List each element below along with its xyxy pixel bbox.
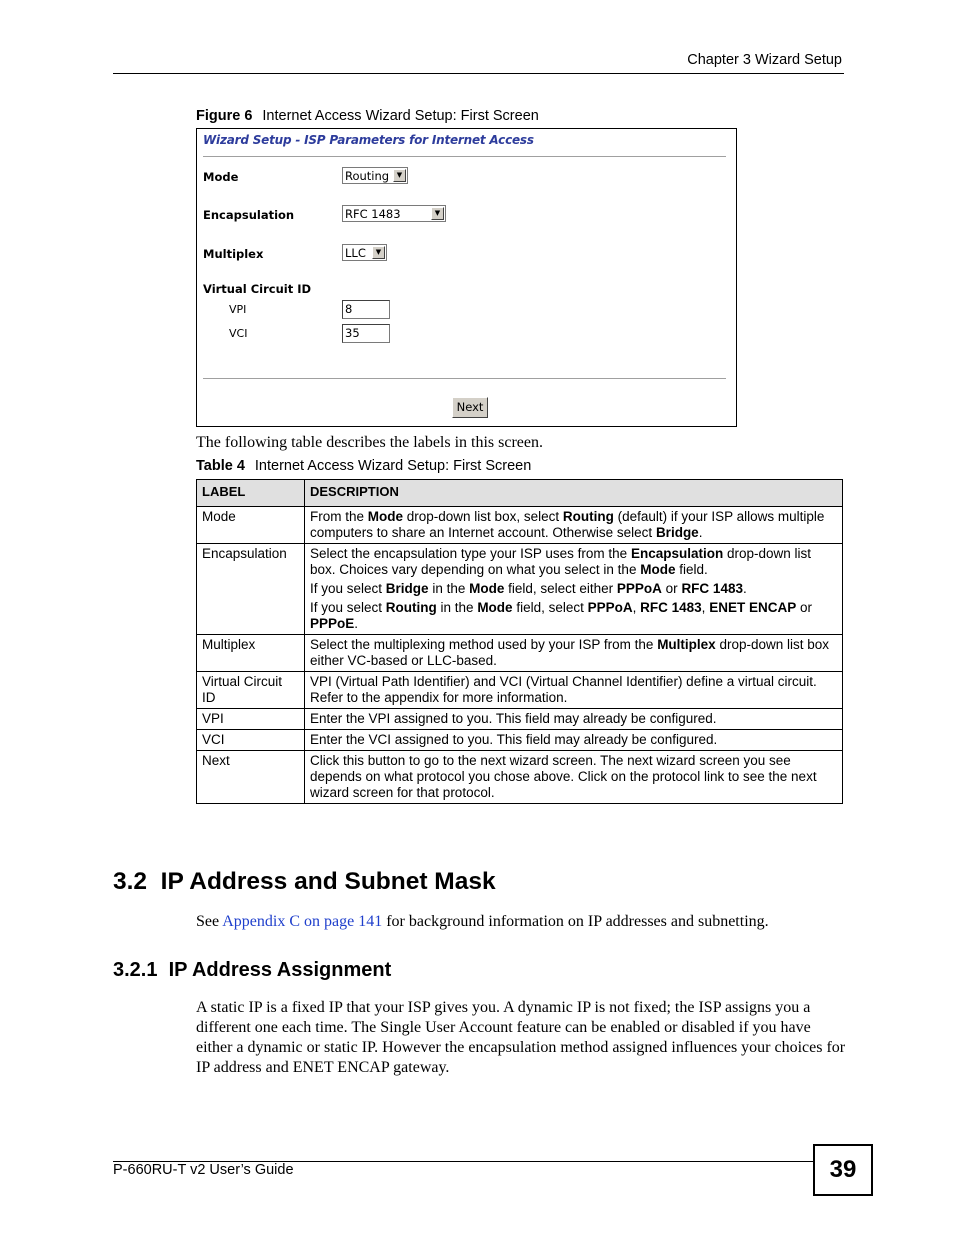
row-description-encapsulation: Select the encapsulation type your ISP uses from the Encapsulation drop-down list box. Choices vary depending on what you select in the Mode field. If you select Bridge in the Mode field, select either PPPoA or RFC 1483. If you select Routing in the Mode field, select PPPoA, RFC 1483, ENET ENCAP or PPPoE.: [305, 544, 843, 635]
table-row: [197, 709, 843, 730]
see-appendix-text: See Appendix C on page 141 for background information on IP addresses and subnetting.: [196, 913, 769, 930]
row-description-virtual-circuit-id: VPI (Virtual Path Identifier) and VCI (Virtual Channel Identifier) define a virtual circuit. Refer to the appendix for more information.: [305, 672, 843, 709]
multiplex-select-value: LLC: [345, 246, 366, 260]
mode-select-value: Routing: [345, 169, 390, 183]
page-number: 39: [813, 1144, 873, 1196]
row-label-encapsulation: Encapsulation: [197, 544, 305, 635]
table-label: Table 4: [196, 458, 245, 474]
virtual-circuit-id-label: Virtual Circuit ID: [203, 282, 312, 296]
row-description-mode: From the Mode drop-down list box, select Routing (default) if your ISP allows multiple computers to share an Internet account. Otherwise select Bridge.: [305, 507, 843, 544]
vci-label: VCI: [229, 327, 248, 340]
table-caption: [196, 458, 531, 474]
chevron-down-icon: ▼: [372, 246, 385, 259]
multiplex-label: Multiplex: [203, 247, 264, 261]
row-description-next: Click this button to go to the next wizard screen. The next wizard screen you see depends on what protocol you chose above. Click on the protocol link to see the next wizard screen for that protocol.: [305, 751, 843, 804]
multiplex-select[interactable]: [342, 244, 387, 261]
guide-title: P-660RU-T v2 User’s Guide: [113, 1162, 294, 1178]
encapsulation-select-value: RFC 1483: [345, 207, 401, 221]
table-caption-text: Internet Access Wizard Setup: First Screen: [254, 458, 532, 474]
chevron-down-icon: ▼: [393, 169, 406, 182]
row-label-vpi: VPI: [197, 709, 305, 730]
mode-label: Mode: [203, 170, 239, 184]
table-header-row: [197, 480, 843, 507]
ip-assignment-paragraph: A static IP is a fixed IP that your ISP gives you. A dynamic IP is not fixed; the ISP assigns you a different one each time. The Single User Account feature can be enabled or disabled if you have either a dynamic or static IP. However the encapsulation method assigned influences your choices for IP address and ENET ENCAP gateway.: [196, 999, 846, 1076]
label-description-table: [196, 479, 843, 804]
figure-caption: [196, 108, 539, 124]
row-description-vpi: Enter the VPI assigned to you. This field may already be configured.: [305, 709, 843, 730]
row-description-multiplex: Select the multiplexing method used by your ISP from the Multiplex drop-down list box either VC-based or LLC-based.: [305, 635, 843, 672]
subsection-heading: 3.2.1 IP Address Assignment: [113, 959, 392, 981]
table-row: [197, 507, 843, 544]
vpi-label: VPI: [229, 303, 247, 316]
wizard-bottom-divider: [203, 378, 726, 380]
row-description-vci: Enter the VCI assigned to you. This field may already be configured.: [305, 730, 843, 751]
column-header-label: LABEL: [197, 480, 305, 507]
header-rule: [113, 73, 844, 74]
section-heading: 3.2 IP Address and Subnet Mask: [113, 868, 496, 895]
wizard-screenshot: [196, 128, 737, 427]
vci-input[interactable]: 35: [342, 324, 390, 343]
encapsulation-label: Encapsulation: [203, 208, 295, 222]
next-button[interactable]: Next: [452, 397, 488, 418]
mode-select[interactable]: [342, 167, 408, 184]
row-label-virtual-circuit-id: Virtual Circuit ID: [197, 672, 305, 709]
table-row: [197, 544, 843, 635]
vpi-input[interactable]: 8: [342, 300, 390, 319]
column-header-description: DESCRIPTION: [305, 480, 843, 507]
table-row: [197, 635, 843, 672]
row-label-next: Next: [197, 751, 305, 804]
wizard-title: Wizard Setup - ISP Parameters for Internet Access: [203, 133, 534, 147]
chevron-down-icon: ▼: [431, 207, 444, 220]
table-intro: The following table describes the labels in this screen.: [196, 434, 544, 451]
chapter-header: Chapter 3 Wizard Setup: [687, 52, 842, 68]
figure-label: Figure 6: [196, 108, 253, 124]
row-label-multiplex: Multiplex: [197, 635, 305, 672]
table-row: [197, 672, 843, 709]
table-row: [197, 751, 843, 804]
appendix-link[interactable]: Appendix C on page 141: [222, 913, 383, 930]
wizard-top-divider: [203, 156, 726, 158]
row-label-mode: Mode: [197, 507, 305, 544]
figure-caption-text: Internet Access Wizard Setup: First Screen: [262, 108, 539, 124]
row-label-vci: VCI: [197, 730, 305, 751]
table-row: [197, 730, 843, 751]
encapsulation-select[interactable]: [342, 205, 446, 222]
